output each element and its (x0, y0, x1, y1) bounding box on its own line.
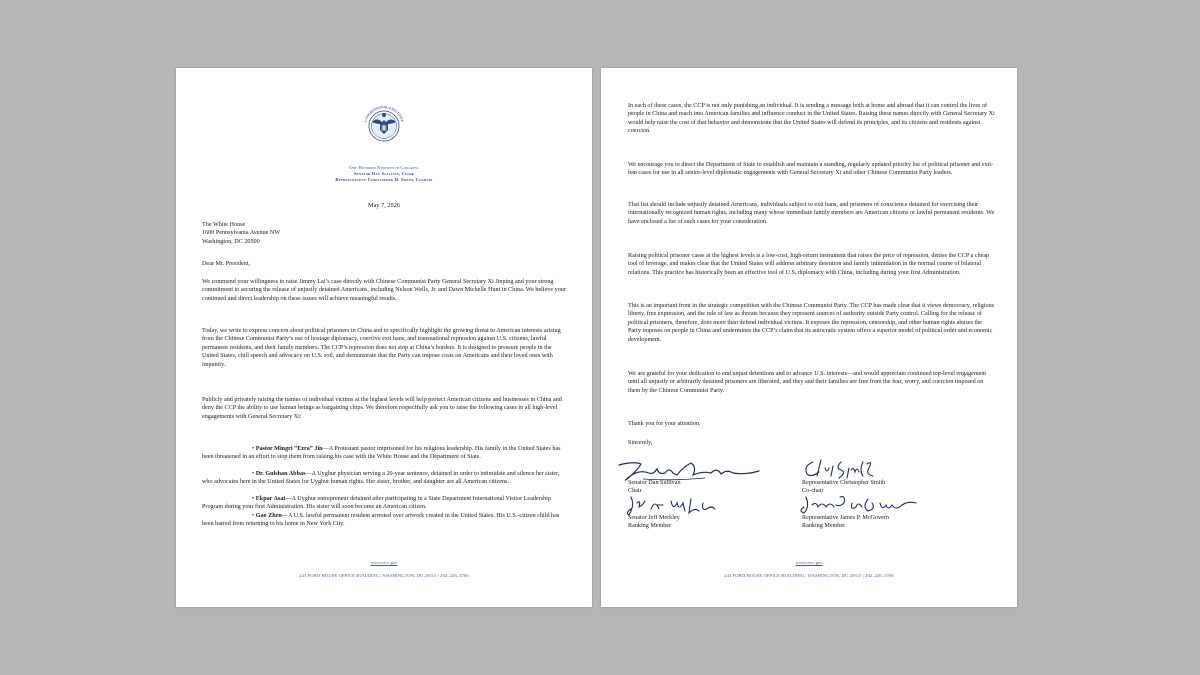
paragraph-5: We encourage you to direct the Department of State to establish and maintain a standing, regularly updated priority list of political prisoner and exit-ban cases for use in all senior-level diplomatic engagements with General Secretary Xi and other Chinese Communist Party leaders. (628, 162, 994, 177)
letterhead-congress: One Hundred Nineteenth Congress (349, 165, 419, 170)
case-name: Dr. Gulshan Abbas (255, 471, 306, 477)
signer-name: Senator Dan Sullivan (628, 480, 681, 486)
case-name: Gao Zhen (255, 513, 282, 519)
recipient-address (202, 221, 280, 246)
letterhead-chair: Senator Dan Sullivan, Chair (354, 171, 414, 176)
salutation: Dear Mr. President, (202, 261, 251, 267)
paragraph-6: That list should include unjustly detained Americans, individuals subject to exit bans, and prisoners of conscience detained for exercising their internationally recognized human rights, including many whose immediate family members are American citizens or lawful permanent residents. We have enclosed a list of such cases for your consideration. (628, 202, 995, 225)
case-item: • Ekpar Asat—A Uyghur entrepreneur detained after participating in a State Department International Visitor Leadership Program during your first Administration. His sister will soon become an American citizen. (202, 496, 551, 511)
commission-seal-icon (359, 100, 409, 150)
case-item: • Pastor Mingri “Ezra” Jin—A Protestant pastor imprisoned for his religious leadership. His family in the United States has been threatened in an effort to stop them from raising his case with the White House and the Department of State. (202, 446, 561, 461)
footer-address: 243 FORD HOUSE OFFICE BUILDING | WASHINGTON, DC 20515 | 202–226–3766 (299, 573, 469, 578)
paragraph-8: This is an important front in the strategic competition with the Chinese Communist Party. The CCP has made clear that it views democracy, religious liberty, free expression, and the rule of law as threats because they represent sources of authority outside Party control. Calling for the release of political prisoners, therefore, does more than defend individual victims. It exposes the repression, censorship, and other human rights abuses the Party imposes on people in China and undermines the CCP’s claim that its autocratic system offers a superior model of political order and economic development. (628, 303, 995, 343)
signer-name: Representative Christopher Smith (802, 480, 886, 486)
closing: Sincerely, (628, 440, 653, 446)
address-line: 1600 Pennsylvania Avenue NW (202, 230, 281, 237)
signer-title: Co-chair (802, 488, 824, 494)
paragraph-7: Raising political prisoner cases at the highest levels is a low-cost, high-return instrument that raises the price of repression, denies the CCP a cheap tool of leverage, and makes clear that the United States will address arbitrary detention and family intimidation in the normal course of bilateral relations. This practice has historically been an effective tool of U.S. diplomacy with China, including during your first Administration. (628, 253, 990, 276)
letter-date: May 7, 2026 (367, 202, 400, 209)
address-line: The White House (202, 222, 246, 228)
letter-page-2 (601, 68, 1017, 607)
case-item: • Gao Zhen—A U.S. lawful permanent resident arrested over artwork created in the United States. His U.S.-citizen child has been barred from returning to his home in New York City. (202, 513, 560, 528)
case-name: Ekpar Asat (255, 496, 286, 502)
paragraph-3: Publicly and privately raising the names of individual victims at the highest levels will help protect American citizens and businesses in China and deny the CCP the ability to use human beings as bargaining chips. We therefore respectfully ask you to raise the following cases in all high-level engagements with General Secretary Xi: (202, 397, 562, 420)
case-text: —A Protestant pastor imprisoned for his religious leadership. His family in the United States has been threatened in an effort to stop them from raising his case with the White House and the Department of State. (202, 446, 561, 461)
svg-text:CONGRESSIONAL-EXECUTIVE: CONGRESSIONAL-EXECUTIVE (363, 104, 405, 123)
paragraph-4: In each of these cases, the CCP is not only punishing an individual. It is sending a message both at home and abroad that it can control the lives of people in China and reach into American families and influence conduct in the United States. Raising these names directly with General Secretary Xi would help raise the cost of that behavior and demonstrate that the United States will defend its principles, and its citizens and residents against coercion. (628, 103, 995, 135)
case-text: —A Uyghur entrepreneur detained after participating in a State Department International Visitor Leadership Program during your first Administration. His sister will soon become an American citizen. (202, 496, 551, 511)
case-text: —A Uyghur physician serving a 20-year sentence, detained in order to intimidate and silence her sister, who advocates here in the United States for Uyghur human rights. Her sister, brother, and daughter are all American citizens. (202, 471, 560, 486)
paragraph-9: We are grateful for your dedication to end unjust detentions and to advance U.S. interests—and would appreciate continued top-level engagement until all unjustly or arbitrarily detained prisoners are liberated, and they and their families are free from the fear, worry, and coercion imposed on them by the Chinese Communist Party. (628, 371, 987, 394)
signer-title: Ranking Member (802, 523, 846, 529)
footer-website-link[interactable]: www.cecc.gov (370, 560, 398, 565)
paragraph-2: Today, we write to express concern about political prisoners in China and to specifically highlight the growing threat to American interests arising from the Chinese Communist Party’s use of hostage diplomacy, coercive exit bans, and transnational repression against U.S. citizens, lawful permanent residents, and their family members. The CCP’s repression does not stop at China’s borders. It is designed to pressure people in the United States, chill speech and advocacy on U.S. soil, and demonstrate that the Party can impose costs on Americans and their loved ones with impunity. (202, 328, 561, 368)
thank-you-line: Thank you for your attention. (628, 421, 701, 427)
letterhead-cochair: Representative Christopher H. Smith, Cochair (335, 177, 433, 182)
signer-title: Ranking Member (628, 523, 672, 529)
case-item: • Dr. Gulshan Abbas—A Uyghur physician serving a 20-year sentence, detained in order to intimidate and silence her sister, who advocates here in the United States for Uyghur human rights. Her sister, brother, and daughter are all American citizens. (202, 471, 560, 486)
case-text: —A U.S. lawful permanent resident arrested over artwork created in the United States. His U.S.-citizen child has been barred from returning to his home in New York City. (202, 513, 560, 528)
paragraph-1: We commend your willingness to raise Jimmy Lai’s case directly with Chinese Communist Party General Secretary Xi Jinping and your strong commitment to securing the release of unjustly detained Americans, including Nelson Wells, Jr. and Dawn Michelle Hunt in China. We believe your continued and direct leadership on these issues will achieve meaningful results. (202, 279, 566, 302)
signer-name: Senator Jeff Merkley (628, 515, 680, 521)
footer-address: 243 FORD HOUSE OFFICE BUILDING | WASHINGTON, DC 20515 | 202–226–3766 (724, 573, 894, 578)
letter-page-1 (176, 68, 592, 607)
signer-title: Chair (628, 488, 642, 494)
signer-name: Representative James P. McGovern (802, 515, 889, 521)
case-name: Pastor Mingri “Ezra” Jin (255, 446, 323, 452)
footer-website-link[interactable]: www.cecc.gov (795, 560, 823, 565)
address-line: Washington, DC 20500 (202, 238, 260, 245)
